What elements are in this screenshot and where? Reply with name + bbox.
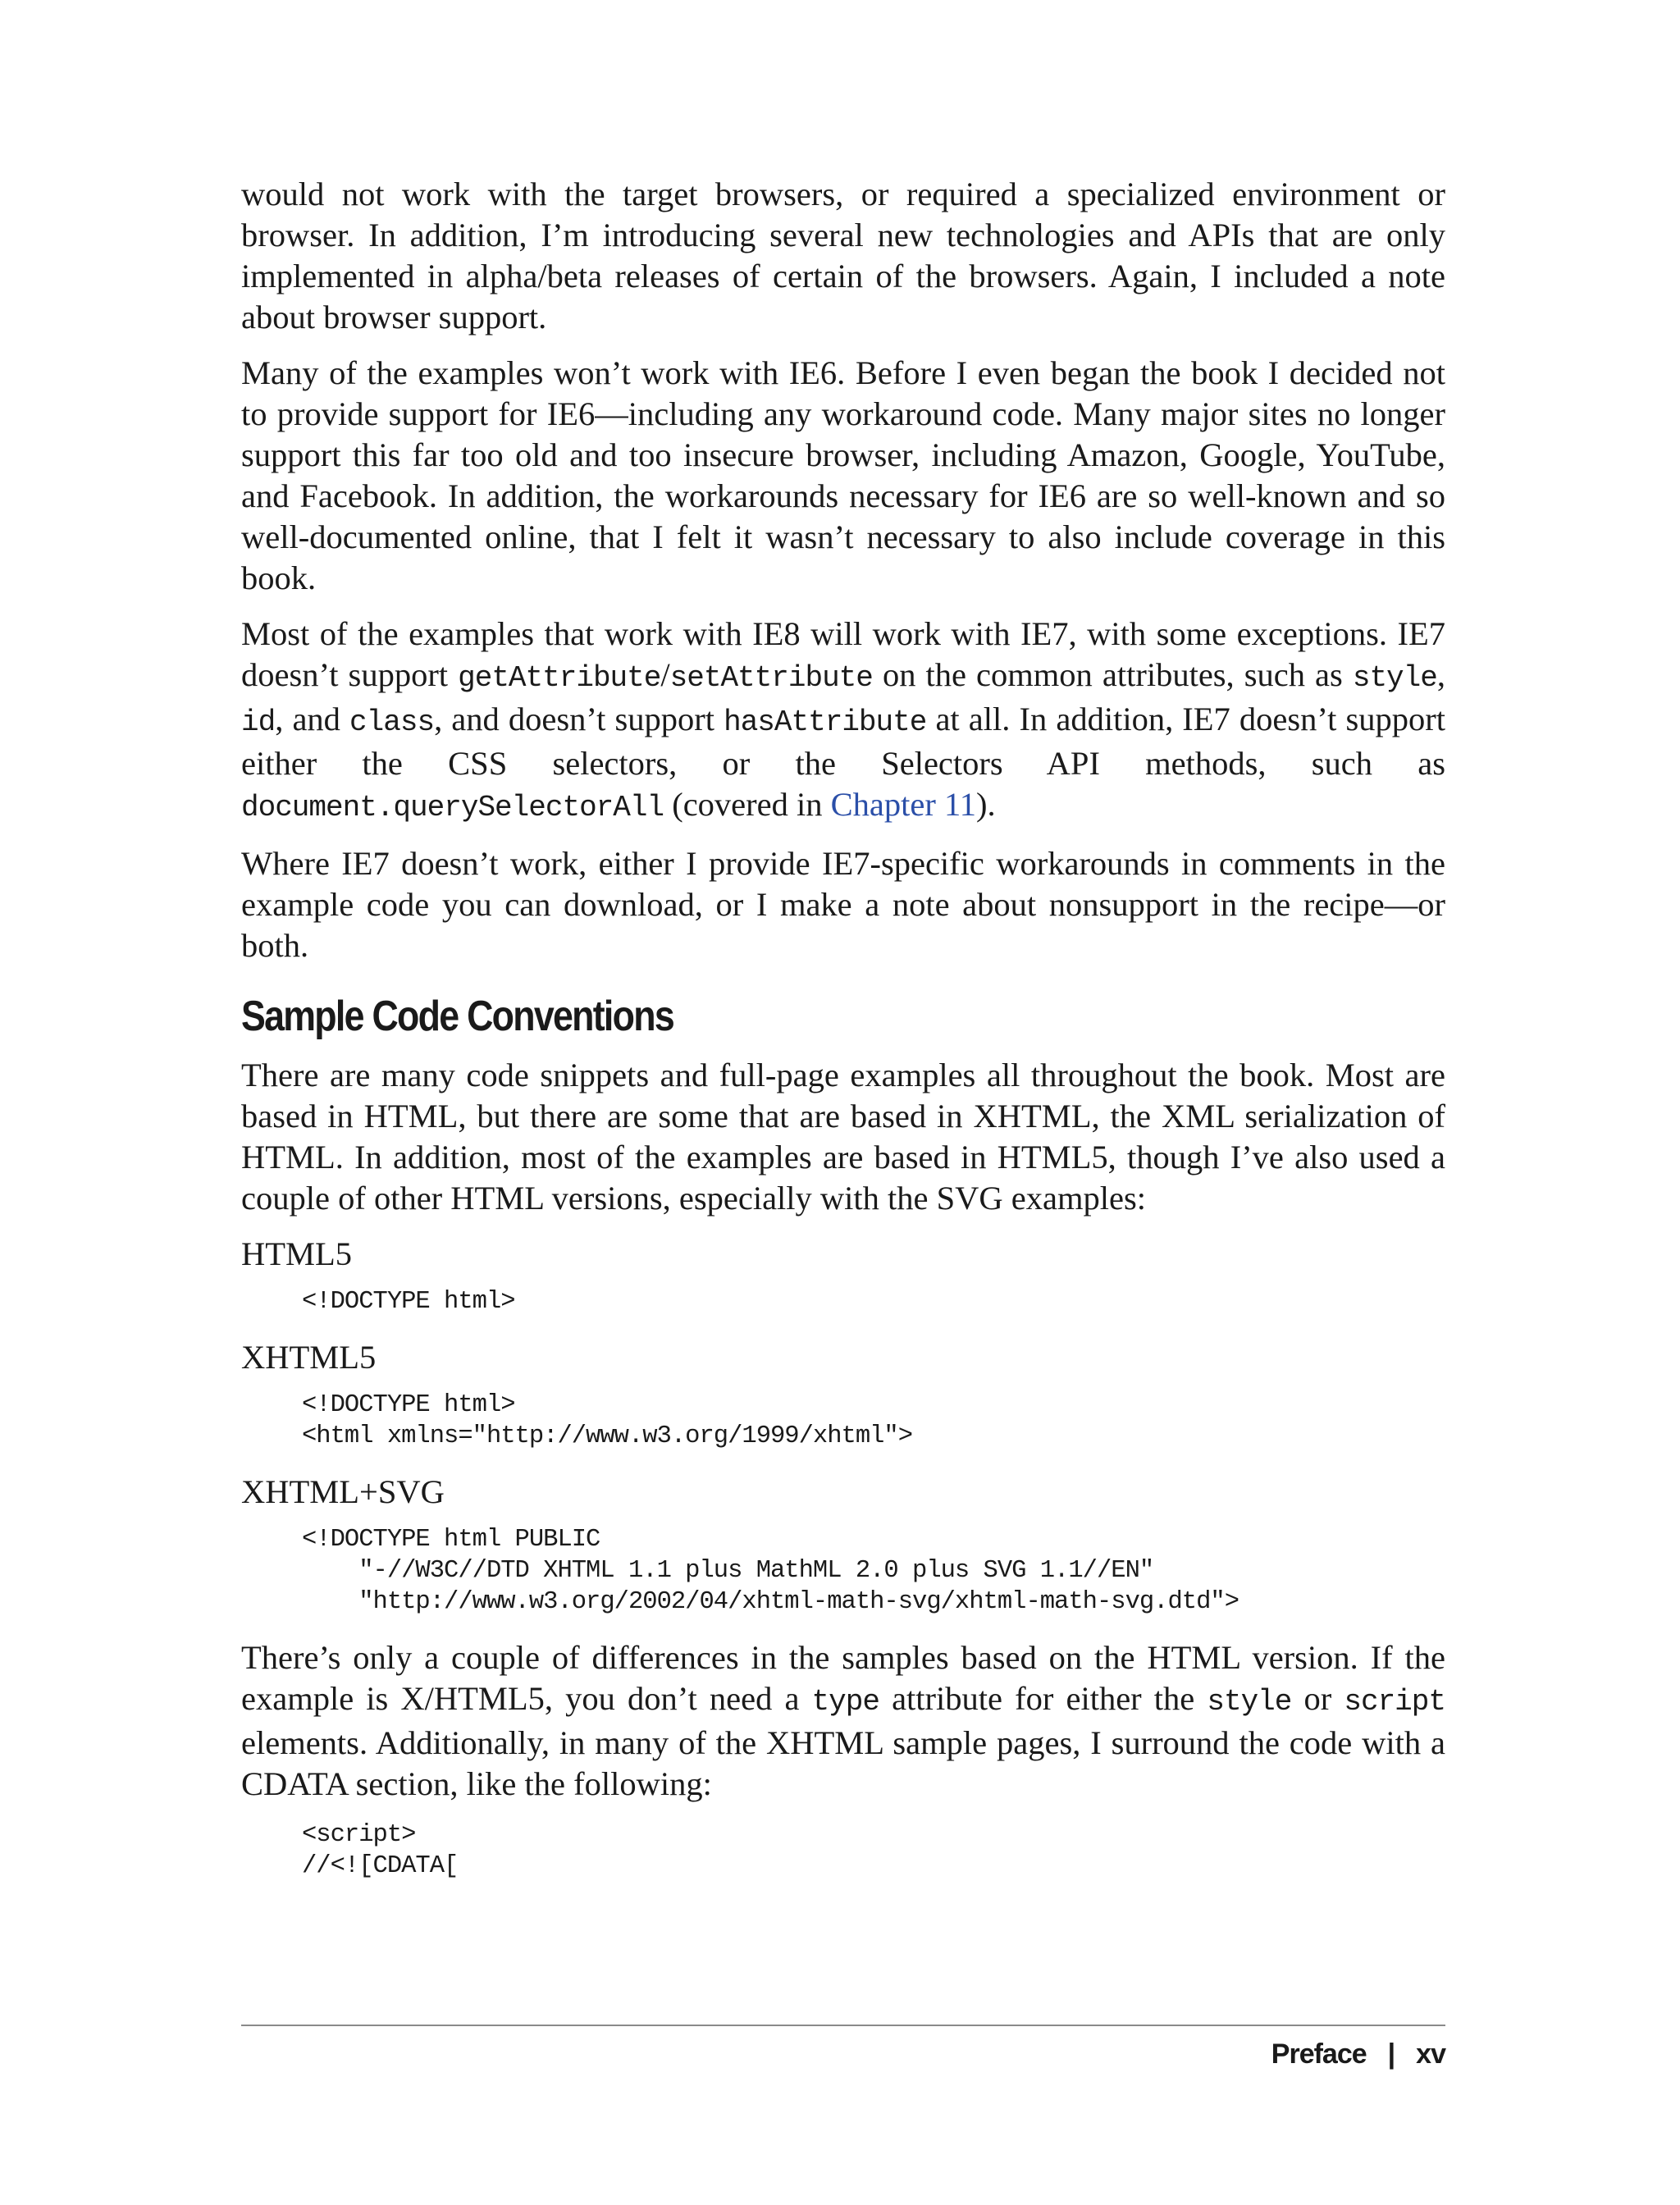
page-footer: [1271, 2036, 1445, 2072]
code-block-xhtml-svg: <!DOCTYPE html PUBLIC "-//W3C//DTD XHTML 1.1 plus MathML 2.0 plus SVG 1.1//EN" "http://www.w3.org/2002/04/xhtml-math-svg/xhtml-math-svg.dtd">: [302, 1526, 1239, 1616]
text-run: (covered in: [664, 786, 831, 823]
code-block-cdata: <script> //<![CDATA[: [302, 1821, 459, 1880]
paragraph-code-snippets: There are many code snippets and full-page examples all throughout the book. Most are based in HTML, but there are some that are based in XHTML, the XML serialization of HTML. In addition, most of the examples are based in HTML5, though I’ve also used a couple of other HTML versions, especially with the SVG examples:: [241, 1057, 1445, 1217]
inline-code-hasattribute: hasAttribute: [724, 705, 927, 739]
inline-code-setattribute: setAttribute: [669, 661, 873, 695]
doctype-term-html5: HTML5: [241, 1235, 352, 1272]
inline-code-getattribute: getAttribute: [458, 661, 661, 695]
text-run: attribute for either the: [879, 1680, 1208, 1717]
paragraph-ie7-exceptions: [241, 614, 1445, 829]
code-block-html5: <!DOCTYPE html>: [302, 1288, 515, 1316]
inline-code-class: class: [349, 705, 435, 739]
paragraph-ie6: Many of the examples won’t work with IE6. Before I even began the book I decided not to provide support for IE6—including any workaround code. Many major sites no longer support this far too old and too insecure browser, including Amazon, Google, YouTube, and Facebook. In addition, the workarounds necessary for IE6 are so well-known and so well-documented online, that I felt it wasn’t necessary to also include coverage in this book.: [241, 354, 1445, 596]
inline-code-type: type: [811, 1685, 879, 1719]
inline-code-style: style: [1352, 661, 1437, 695]
footer-divider: [241, 2025, 1445, 2026]
inline-code-id: id: [241, 705, 276, 739]
inline-code-style: style: [1207, 1685, 1292, 1719]
doctype-term-xhtml5: XHTML5: [241, 1339, 377, 1376]
page-content: [241, 174, 1445, 1901]
text-run: , and: [275, 701, 350, 737]
doctype-term-xhtml-svg: XHTML+SVG: [241, 1473, 445, 1510]
page-number: xv: [1416, 2038, 1445, 2070]
text-run: on the common attributes, such as: [872, 656, 1353, 693]
text-run: ,: [1436, 656, 1445, 693]
section-heading: Sample Code Conventions: [241, 993, 673, 1040]
text-run: at all. In addition, IE7 doesn’t support either the CSS selectors, or the Selectors API methods, such as: [241, 701, 1445, 782]
footer-section-title: Preface: [1271, 2038, 1367, 2070]
text-run: , and doesn’t support: [434, 701, 724, 737]
code-block-xhtml5: <!DOCTYPE html> <html xmlns="http://www.w3.org/1999/xhtml">: [302, 1391, 913, 1450]
text-run: elements. Additionally, in many of the XHTML sample pages, I surround the code with a CDATA section, like the following:: [241, 1724, 1445, 1802]
paragraph-ie7-workarounds: Where IE7 doesn’t work, either I provide IE7-specific workarounds in comments in the example code you can download, or I make a note about nonsupport in the recipe—or both.: [241, 845, 1445, 964]
text-run: There’s only a couple of differences in the samples based on the HTML version. If the example is X/HTML5, you don’t need a: [241, 1639, 1445, 1717]
text-run: or: [1291, 1680, 1344, 1717]
inline-code-queryselectorall: document.querySelectorAll: [241, 791, 664, 824]
footer-separator: |: [1387, 2038, 1395, 2070]
inline-code-script: script: [1344, 1685, 1445, 1719]
chapter-11-link[interactable]: Chapter 11: [830, 786, 976, 823]
text-run: Most of the examples that work with IE8 will work with IE7, with some exceptions. IE7 doesn’t support: [241, 615, 1445, 693]
text-run: ).: [975, 786, 996, 823]
paragraph-differences: [241, 1637, 1445, 1805]
text-run: /: [660, 656, 670, 693]
paragraph-browser-support: would not work with the target browsers, or required a specialized environment or browser. In addition, I’m introducing several new technologies and APIs that are only implemented in alpha/beta releases of certain of the browsers. Again, I included a note about browser support.: [241, 176, 1445, 336]
